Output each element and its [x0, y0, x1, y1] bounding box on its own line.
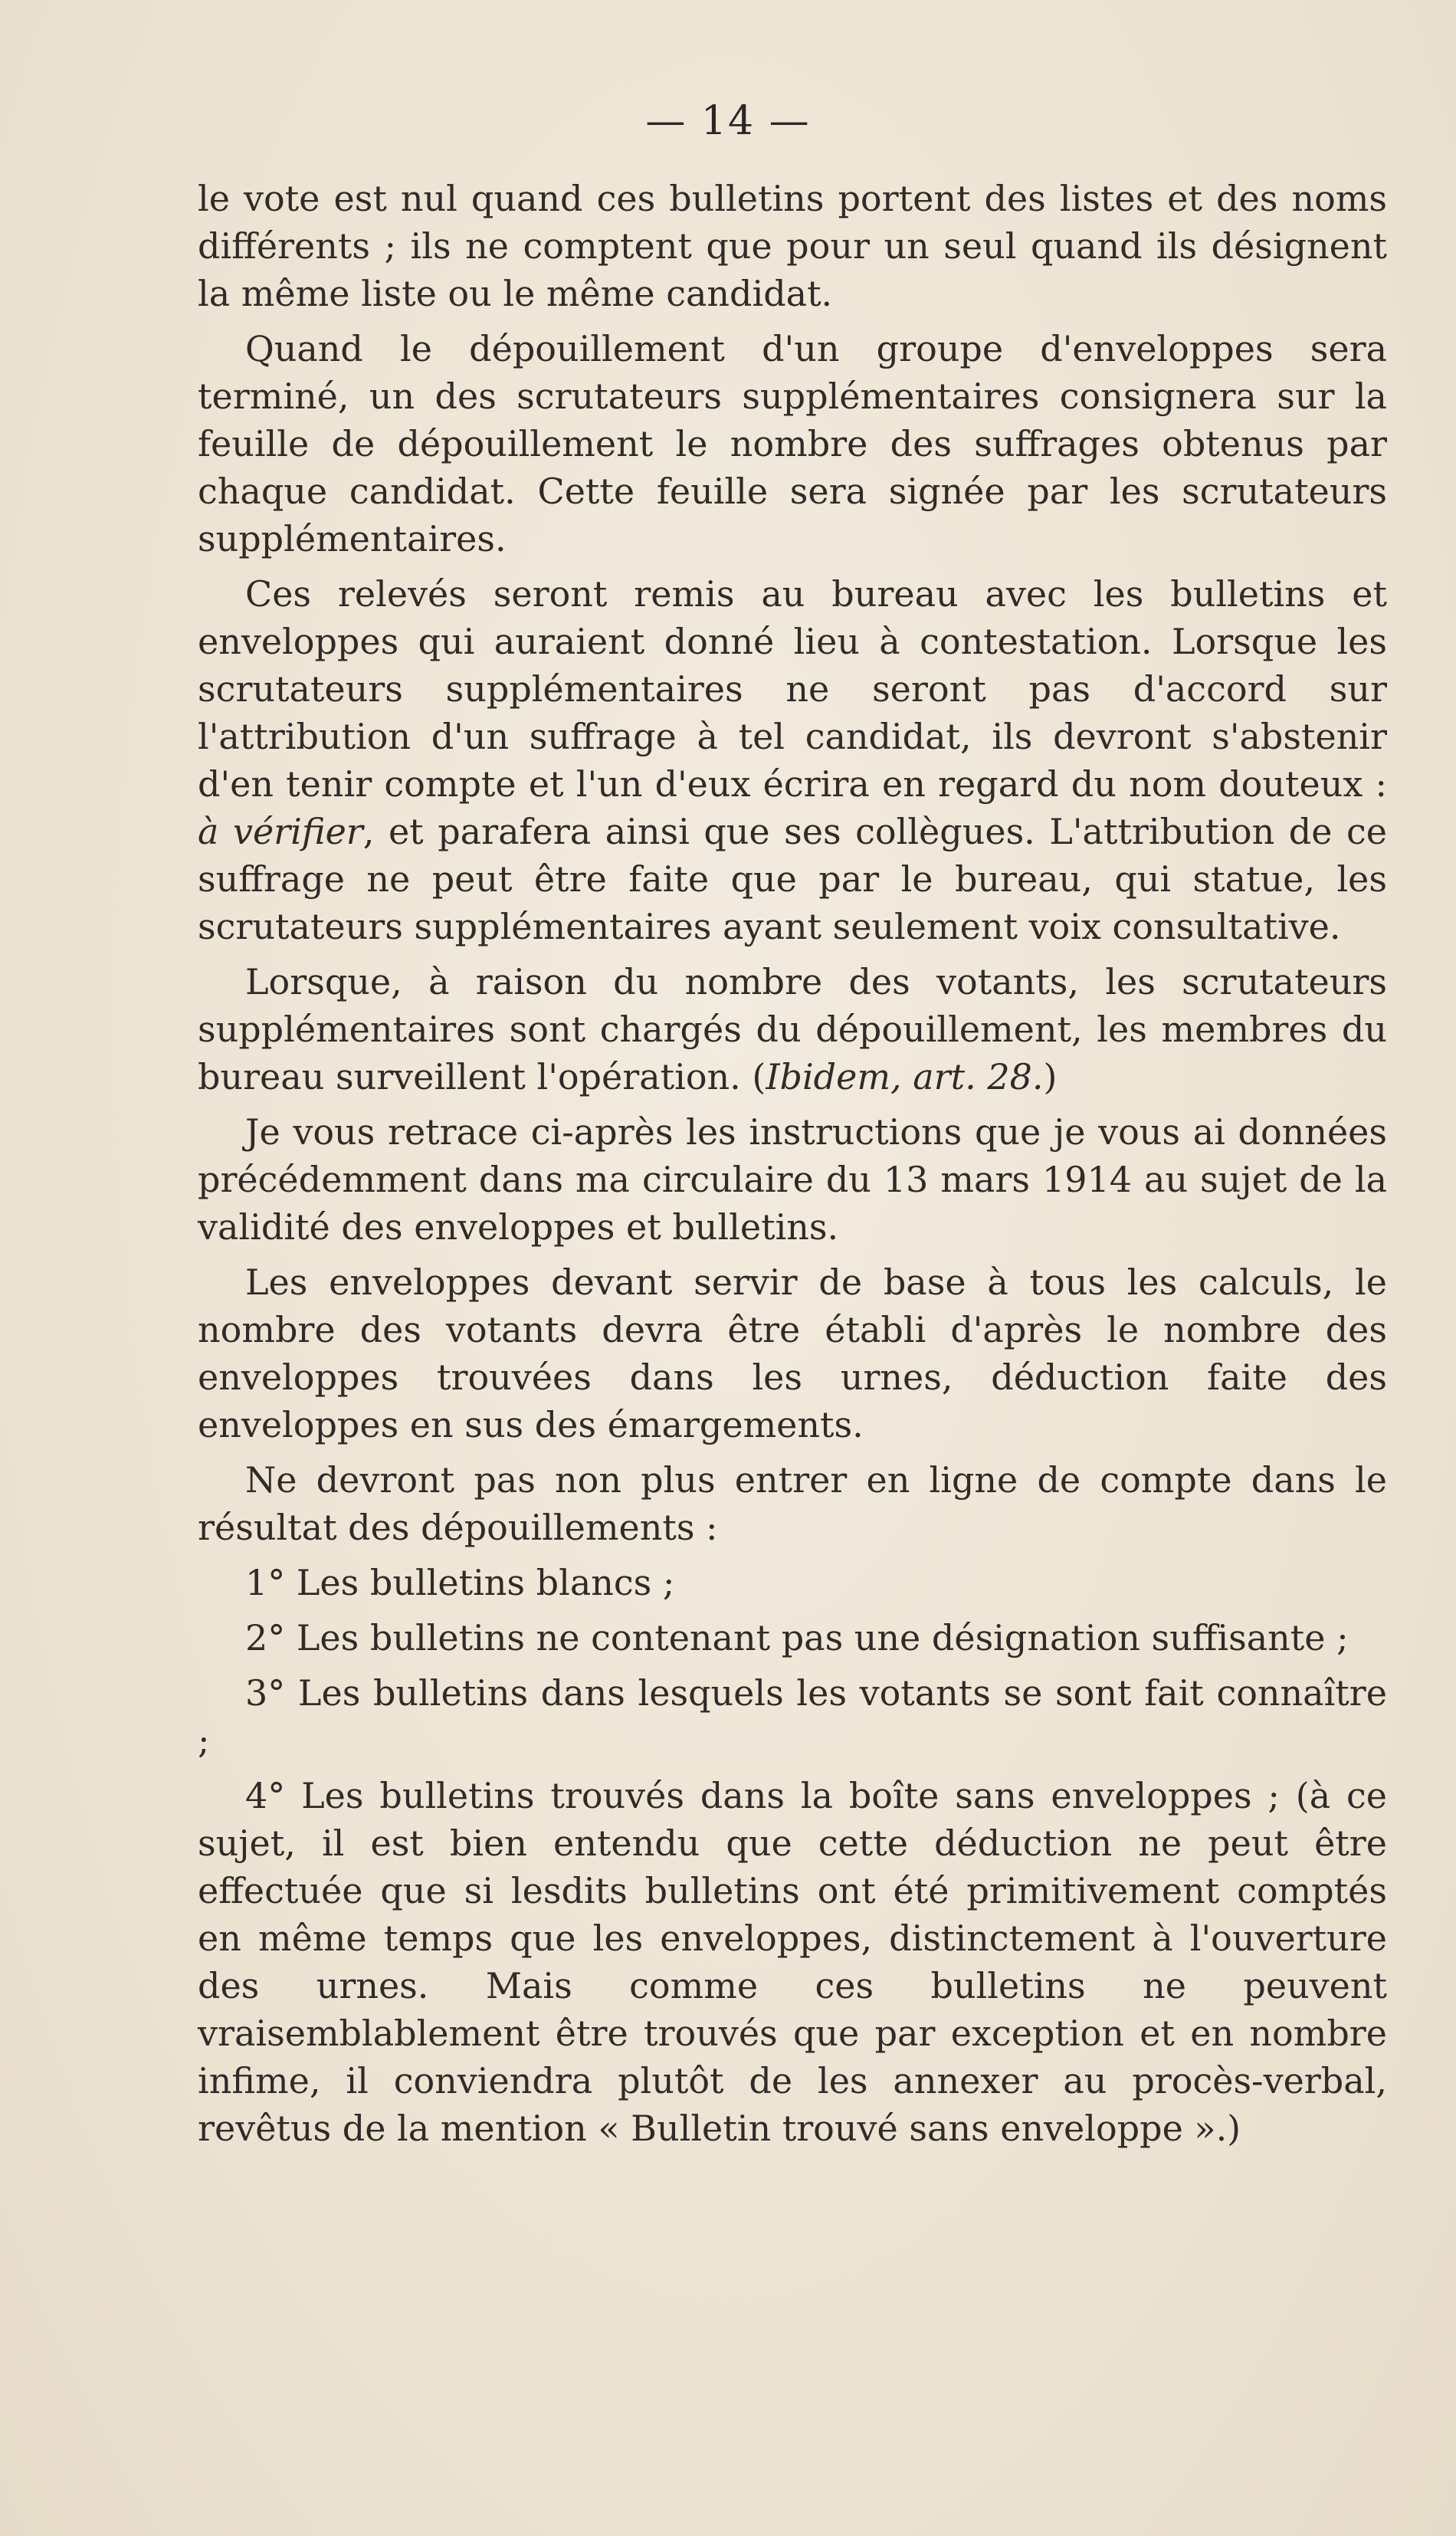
list-item-3: 3° Les bulletins dans lesquels les votants se sont fait connaître ; — [198, 1672, 1387, 1761]
paragraph-6: Les enveloppes devant servir de base à tous les calculs, le nombre des votants devra être établi d'après le nombre des enveloppes trouvées dans les urnes, déduction faite des enveloppes en sus des émargements. — [198, 1261, 1387, 1445]
list-item-1: 1° Les bulletins blancs ; — [245, 1562, 675, 1603]
paragraph-4-text: Lorsque, à raison du nombre des votants, les scrutateurs supplémentaires sont chargés du dépouillement, les membres du bureau surveillent l'opération. ( — [198, 961, 1387, 1097]
paragraph-4 — [198, 958, 1387, 1101]
paragraph-5: Je vous retrace ci-après les instructions que je vous ai données précédemment dans ma circulaire du 13 mars 1914 au sujet de la validité des enveloppes et bulletins. — [198, 1111, 1387, 1248]
list-item-2: 2° Les bulletins ne contenant pas une désignation suffisante ; — [245, 1617, 1349, 1658]
paragraph-3-text-end: , et parafera ainsi que ses collègues. L'attribution de ce suffrage ne peut être faite que par le bureau, qui statue, les scrutateurs supplémentaires ayant seulement voix consultative. — [198, 811, 1387, 947]
paragraph-7: Ne devront pas non plus entrer en ligne de compte dans le résultat des dépouillements : — [198, 1459, 1387, 1548]
list-item-4: 4° Les bulletins trouvés dans la boîte sans enveloppes ; (à ce sujet, il est bien entendu que cette déduction ne peut être effectuée que si lesdits bulletins ont été primitivement comptés en même temps que les enveloppes, distinctement à l'ouverture des urnes. Mais comme ces bulletins ne peuvent vraisemblablement être trouvés que par exception et en nombre infime, il conviendra plutôt de les annexer au procès-verbal, revêtus de la mention « Bulletin trouvé sans enveloppe ».) — [198, 1775, 1387, 2149]
paragraph-3-italic: à vérifier — [198, 811, 363, 852]
paragraph-3-text: Ces relevés seront remis au bureau avec les bulletins et enveloppes qui auraient donné lieu à contestation. Lorsque les scrutateurs supplémentaires ne seront pas d'accord sur l'attribution d'un suffrage à tel candidat, ils devront s'abstenir d'en tenir compte et l'un d'eux écrira en regard du nom douteux : — [198, 573, 1387, 805]
paragraph-3 — [198, 570, 1387, 950]
page-number: — 14 — — [645, 98, 811, 144]
paragraph-4-citation: Ibidem, art. 28. — [766, 1056, 1044, 1097]
body-text — [198, 175, 1387, 2160]
paragraph-2: Quand le dépouillement d'un groupe d'enveloppes sera terminé, un des scrutateurs supplémentaires consignera sur la feuille de dépouillement le nombre des suffrages obtenus par chaque candidat. Cette feuille sera signée par les scrutateurs supplémentaires. — [198, 328, 1387, 559]
paragraph-4-text-end: ) — [1043, 1056, 1058, 1097]
paragraph-1: le vote est nul quand ces bulletins portent des listes et des noms différents ; ils ne comptent que pour un seul quand ils désignent la même liste ou le même candidat. — [198, 178, 1387, 314]
